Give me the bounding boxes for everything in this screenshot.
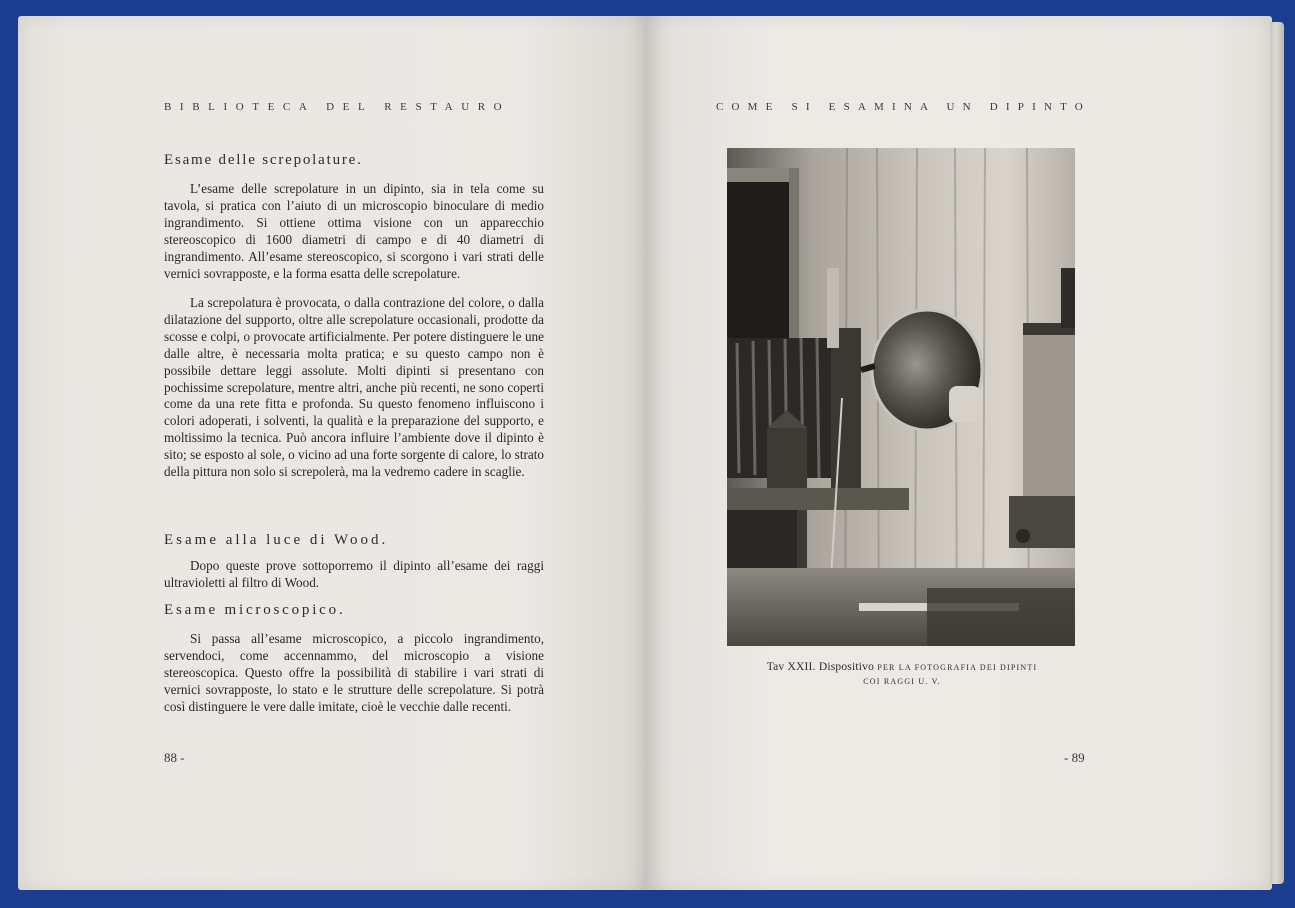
plate-photograph	[727, 148, 1075, 646]
running-head-left: BIBLIOTECA DEL RESTAURO	[164, 101, 511, 113]
caption-text-line2: COI RAGGI U. V.	[863, 677, 941, 686]
page-number-right: - 89	[1064, 750, 1085, 765]
section-title: Esame delle screpolature.	[164, 152, 363, 168]
caption-text: PER LA FOTOGRAFIA DEI DIPINTI	[877, 663, 1038, 672]
running-head-right: COME SI ESAMINA UN DIPINTO	[716, 101, 1091, 113]
plate-caption	[724, 660, 1080, 689]
uv-photography-apparatus-image	[727, 148, 1075, 646]
paragraph: Dopo queste prove sottoporremo il dipinto all’esame dei raggi ultravioletti al filtro di Wood.	[164, 558, 544, 590]
caption-first-word: Dispositivo	[818, 661, 875, 673]
section-title: Esame alla luce di Wood.	[164, 532, 389, 548]
page-number-left: 88 -	[164, 750, 185, 765]
paragraph: Si passa all’esame microscopico, a piccolo ingrandimento, servendoci, come accennammo, del microscopio a visione stereoscopica. Questo offre la possibilità di stabilire i vari strati di vernici sovrapposte, lo stato e le strutture delle screpolature. Si potrà così distinguere le vere dalle imitate, cioè le vecchie dalle recenti.	[164, 631, 544, 714]
section-title: Esame microscopico.	[164, 602, 346, 618]
page-edge	[1270, 22, 1284, 884]
paragraph: L’esame delle screpolature in un dipinto, sia in tela come su tavola, si pratica con l’aiuto di un microscopio binoculare di medio ingrandimento. Si ottiene ottima visione con un apparecchio stereoscopico di 1600 diametri di campo e di 40 diametri di ingrandimento. All’esame stereoscopico, si scorgono i vari strati delle vernici sovrapposte, e la forma esatta delle screpolature.	[164, 181, 544, 281]
paragraph: La screpolatura è provocata, o dalla contrazione del colore, o dalla dilatazione del supporto, oltre alle screpolature occasionali, prodotte da scosse e colpi, o provocate artificialmente. Per potere distinguere le une dalle altre, è necessaria molta pratica; e su questo campo non è possibile dettare leggi assolute. Molti dipinti si presentano con pochissime screpolature, mentre altri, anche più recenti, ne sono coperti come da una rete fitta e profonda. Su questo fenomeno influiscono i colori adoperati, i solventi, la qualità e la preparazione del supporto, e moltissimo la tecnica. Può ancora influire l’ambiente dove il dipinto è sito; se esposto al sole, o vicino ad una forte sorgente di calore, lo strato della pittura non solo si screpolerà, ma la vedremo cadere in scaglie.	[164, 295, 544, 480]
caption-plate-number: Tav XXII.	[766, 661, 816, 673]
